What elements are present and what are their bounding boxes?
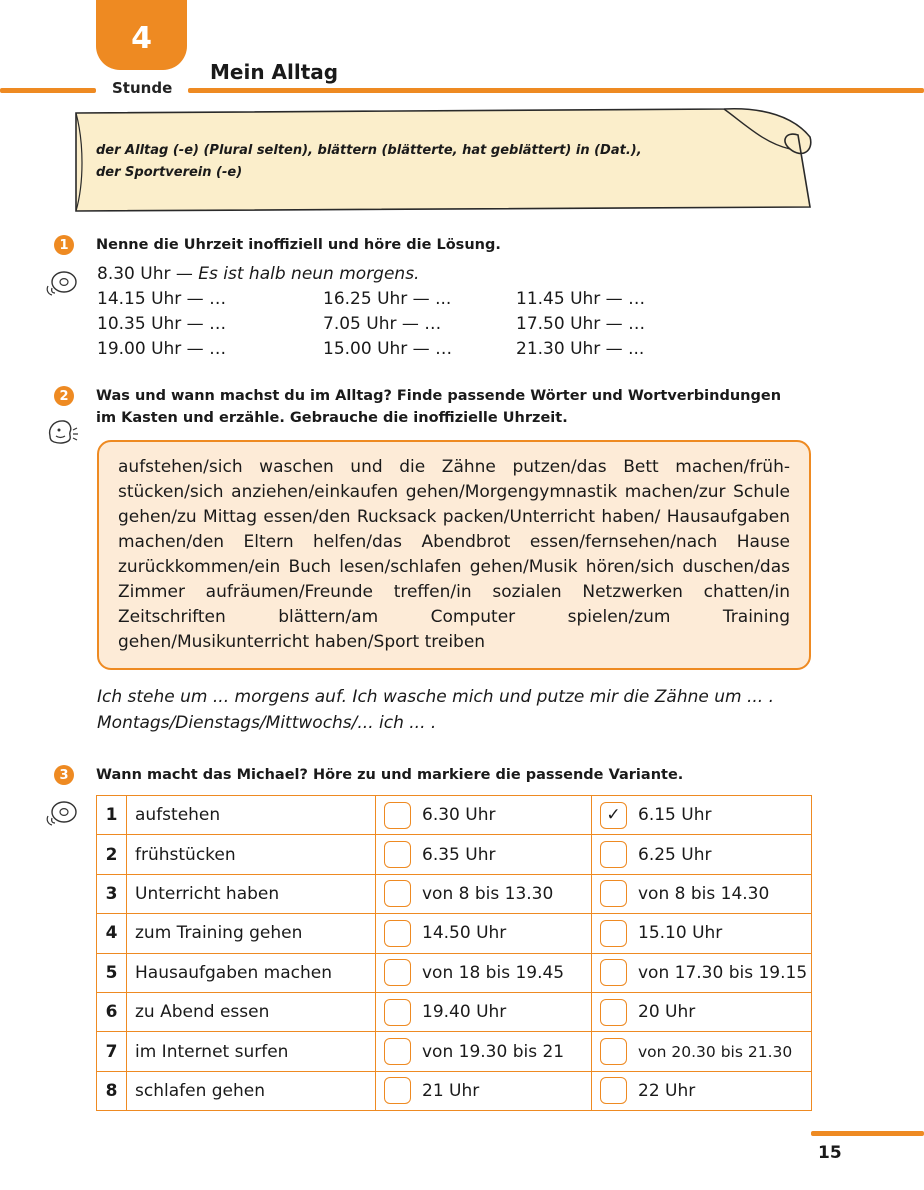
lesson-label: Stunde <box>112 79 173 97</box>
option-a-cell <box>376 914 592 953</box>
option-a-checkbox[interactable] <box>384 1077 411 1104</box>
option-b-cell <box>592 992 812 1031</box>
option-a-checkbox[interactable] <box>384 959 411 986</box>
time-cell: 11.45 Uhr — … <box>516 289 646 309</box>
vocab-line-1: der Alltag (-e) (Plural selten), blättern (blätterte, hat geblättert) in (Dat.), <box>96 143 642 158</box>
activity-cell: zum Training gehen <box>127 914 376 953</box>
time-cell: 19.00 Uhr — … <box>97 339 227 359</box>
row-number: 7 <box>97 1032 127 1071</box>
option-b-cell <box>592 1071 812 1110</box>
exercise-2-number: 2 <box>54 386 74 406</box>
header-rule-right <box>188 88 924 93</box>
option-b-checkbox[interactable] <box>600 1038 627 1065</box>
time-cell: 21.30 Uhr — ... <box>516 339 645 359</box>
exercise-2-example <box>97 684 811 736</box>
activity-cell: Hausaufgaben machen <box>127 953 376 992</box>
option-b-label: 6.25 Uhr <box>638 844 712 865</box>
option-b-label: von 8 bis 14.30 <box>638 883 770 904</box>
option-b-label: von 17.30 bis 19.15 <box>638 962 808 983</box>
option-a-checkbox[interactable] <box>384 841 411 868</box>
word-box-text: aufstehen/sich waschen und die Zähne putzen/das Bett machen/frühstücken/sich anziehen/einkaufen gehen/Morgengymnastik machen/zur Schule gehen/zu Mittag essen/den Rucksack packen/Unterricht haben/ Hausaufgaben machen/den Eltern helfen/das Abendbrot essen/fernsehen/nach Hause zurückkommen/ein Buch lesen/schlafen gehen/Musik hören/sich duschen/das Zimmer aufräumen/Freunde treffen/in sozialen Netzwerken chatten/in Zeitschriften blättern/am Computer spielen/zum Training gehen/Musikunterricht haben/Sport treiben <box>118 457 790 652</box>
table-row <box>97 1032 812 1071</box>
activity-cell: frühstücken <box>127 835 376 874</box>
exercise-1-example: 8.30 Uhr — Es ist halb neun morgens. <box>97 264 420 284</box>
option-a-label: von 8 bis 13.30 <box>422 883 554 904</box>
exercise-3-instruction: Wann macht das Michael? Höre zu und markiere die passende Variante. <box>96 767 684 783</box>
lesson-number: 4 <box>131 20 152 56</box>
exercise-2-instruction-line-1: Was und wann machst du im Alltag? Finde passende Wörter und Wortverbindungen <box>96 388 782 404</box>
table-row <box>97 796 812 835</box>
activity-cell: Unterricht haben <box>127 874 376 913</box>
page-number: 15 <box>818 1143 842 1163</box>
option-b-checkbox[interactable] <box>600 880 627 907</box>
option-b-label: von 20.30 bis 21.30 <box>638 1042 793 1061</box>
footer-rule <box>811 1131 924 1136</box>
activity-cell: aufstehen <box>127 796 376 835</box>
option-b-cell <box>592 953 812 992</box>
table-row <box>97 992 812 1031</box>
option-b-checkbox[interactable] <box>600 1077 627 1104</box>
speaking-face-icon <box>46 416 80 450</box>
table-row <box>97 953 812 992</box>
table-row <box>97 914 812 953</box>
option-a-checkbox[interactable] <box>384 880 411 907</box>
exercise-2-instruction-line-2: im Kasten und erzähle. Gebrauche die inoffizielle Uhrzeit. <box>96 410 568 426</box>
option-a-checkbox[interactable] <box>384 999 411 1026</box>
exercise-2-example-line-1: Ich stehe um ... morgens auf. Ich wasche mich und putze mir die Zähne um ... . <box>97 687 774 707</box>
table-row <box>97 835 812 874</box>
page-title: Mein Alltag <box>210 60 339 84</box>
option-b-checkbox[interactable] <box>600 959 627 986</box>
time-cell: 15.00 Uhr — … <box>323 339 453 359</box>
table-row <box>97 874 812 913</box>
option-a-label: 19.40 Uhr <box>422 1002 507 1023</box>
option-b-label: 15.10 Uhr <box>638 923 723 944</box>
row-number: 1 <box>97 796 127 835</box>
option-a-label: von 19.30 bis 21 <box>422 1041 565 1062</box>
option-a-cell <box>376 835 592 874</box>
option-a-label: von 18 bis 19.45 <box>422 962 565 983</box>
option-a-label: 14.50 Uhr <box>422 923 507 944</box>
option-a-checkbox[interactable] <box>384 920 411 947</box>
option-a-label: 6.35 Uhr <box>422 844 496 865</box>
activity-cell: schlafen gehen <box>127 1071 376 1110</box>
option-b-cell <box>592 835 812 874</box>
option-b-cell <box>592 796 812 835</box>
option-a-cell <box>376 992 592 1031</box>
row-number: 5 <box>97 953 127 992</box>
option-b-label: 6.15 Uhr <box>638 805 712 826</box>
option-b-checkbox[interactable]: ✓ <box>600 802 627 829</box>
option-a-label: 21 Uhr <box>422 1080 480 1101</box>
audio-cd-icon <box>44 798 80 832</box>
header-rule-left <box>0 88 96 93</box>
option-a-label: 6.30 Uhr <box>422 805 496 826</box>
exercise-2-example-line-2: Montags/Dienstags/Mittwochs/... ich ... . <box>97 713 437 733</box>
exercise-1-instruction: Nenne die Uhrzeit inoffiziell und höre die Lösung. <box>96 237 501 253</box>
option-b-checkbox[interactable] <box>600 841 627 868</box>
activity-cell: zu Abend essen <box>127 992 376 1031</box>
time-cell: 16.25 Uhr — ... <box>323 289 452 309</box>
option-a-cell <box>376 953 592 992</box>
option-a-cell <box>376 1071 592 1110</box>
vocab-line-2: der Sportverein (-e) <box>96 165 243 180</box>
row-number: 6 <box>97 992 127 1031</box>
option-a-cell <box>376 1032 592 1071</box>
row-number: 3 <box>97 874 127 913</box>
time-cell: 7.05 Uhr — … <box>323 314 442 334</box>
lesson-number-tab <box>96 0 187 70</box>
option-b-label: 22 Uhr <box>638 1080 696 1101</box>
option-b-label: 20 Uhr <box>638 1002 696 1023</box>
option-a-checkbox[interactable] <box>384 802 411 829</box>
option-a-checkbox[interactable] <box>384 1038 411 1065</box>
table-row <box>97 1071 812 1110</box>
time-cell: 14.15 Uhr — … <box>97 289 227 309</box>
exercise-2-instruction <box>96 385 781 429</box>
option-b-checkbox[interactable] <box>600 999 627 1026</box>
option-a-cell <box>376 874 592 913</box>
row-number: 2 <box>97 835 127 874</box>
row-number: 8 <box>97 1071 127 1110</box>
audio-cd-icon <box>44 268 80 302</box>
exercise-1-number: 1 <box>54 235 74 255</box>
option-b-cell <box>592 1032 812 1071</box>
option-b-checkbox[interactable] <box>600 920 627 947</box>
activity-cell: im Internet surfen <box>127 1032 376 1071</box>
option-b-cell <box>592 874 812 913</box>
option-b-cell <box>592 914 812 953</box>
time-cell: 17.50 Uhr — … <box>516 314 646 334</box>
row-number: 4 <box>97 914 127 953</box>
time-cell: 10.35 Uhr — … <box>97 314 227 334</box>
exercise-3-number: 3 <box>54 765 74 785</box>
vocab-text <box>96 140 716 184</box>
option-a-cell <box>376 796 592 835</box>
schedule-table <box>96 795 812 1111</box>
